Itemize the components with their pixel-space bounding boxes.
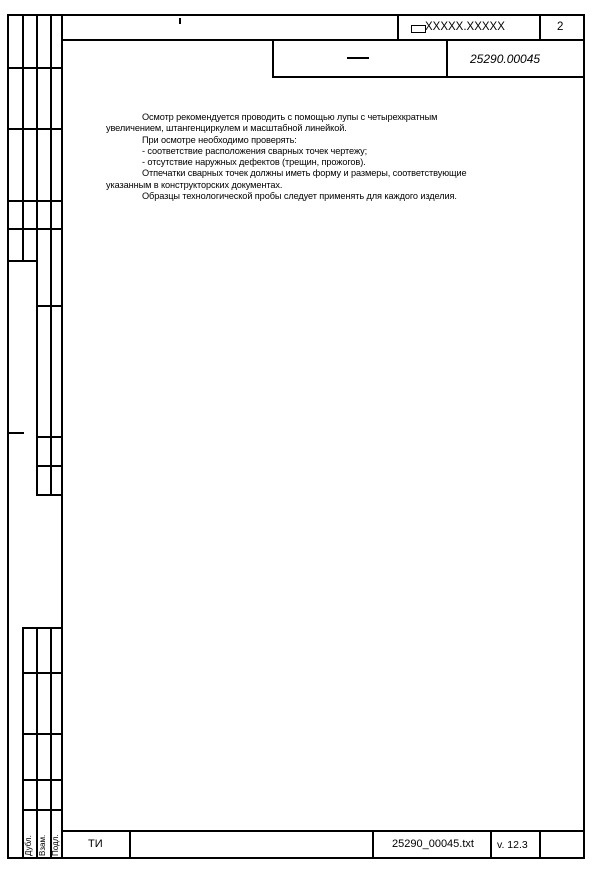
vzam-label: Взам.	[38, 834, 47, 856]
paragraph: - отсутствие наружных дефектов (трещин, прожогов).	[142, 157, 366, 168]
strip-divider	[36, 494, 62, 496]
strip-divider	[7, 67, 62, 69]
footer-divider	[490, 830, 492, 859]
strip-divider	[7, 260, 38, 262]
header-divider	[397, 14, 399, 40]
file-name: 25290_00045.txt	[392, 838, 474, 850]
strip-line	[22, 14, 24, 262]
strip-line	[22, 627, 24, 859]
side-tick	[7, 432, 24, 434]
header-tick	[179, 18, 181, 24]
document-number: 25290.00045	[470, 52, 541, 66]
strip-line	[36, 627, 38, 859]
strip-divider	[7, 128, 62, 130]
footer-line	[61, 830, 585, 832]
header-divider	[446, 39, 448, 77]
body-text	[106, 112, 536, 202]
strip-divider	[7, 228, 62, 230]
rectangle-icon	[411, 25, 426, 33]
footer-divider	[539, 830, 541, 859]
footer-divider	[129, 830, 131, 859]
paragraph: Осмотр рекомендуется проводить с помощью лупы с четырехкратным	[142, 112, 438, 122]
header-line	[272, 76, 585, 78]
sheet-number: 2	[557, 21, 564, 33]
dash-mark	[347, 57, 369, 59]
version: v. 12.3	[497, 839, 528, 851]
paragraph: - соответствие расположения сварных точек чертежу;	[142, 145, 368, 156]
header-line	[61, 39, 585, 41]
strip-divider	[22, 733, 62, 735]
strip-divider	[22, 672, 62, 674]
strip-divider	[22, 627, 62, 629]
paragraph: указанным в конструкторских документах.	[106, 179, 283, 190]
dubl-label: Дубл.	[24, 835, 33, 856]
paragraph: При осмотре необходимо проверять:	[142, 134, 297, 145]
footer-divider	[372, 830, 374, 859]
strip-line	[36, 14, 38, 496]
doc-code: XXXXX.XXXXX	[425, 21, 505, 33]
header-divider	[539, 14, 541, 40]
strip-line	[50, 627, 52, 859]
strip-divider	[22, 809, 62, 811]
strip-divider	[36, 436, 62, 438]
strip-divider	[7, 200, 62, 202]
strip-line	[50, 14, 52, 496]
strip-divider	[36, 305, 62, 307]
strip-divider	[22, 779, 62, 781]
paragraph: Отпечатки сварных точек должны иметь форму и размеры, соответствующие	[142, 168, 467, 179]
paragraph: увеличением, штангенциркулем и масштабной линейкой.	[106, 123, 347, 134]
header-divider	[272, 39, 274, 77]
strip-divider	[36, 465, 62, 467]
podl-label: Подл.	[51, 834, 60, 856]
doc-type: ТИ	[88, 838, 103, 850]
paragraph: Образцы технологической пробы следует применять для каждого изделия.	[142, 191, 457, 202]
